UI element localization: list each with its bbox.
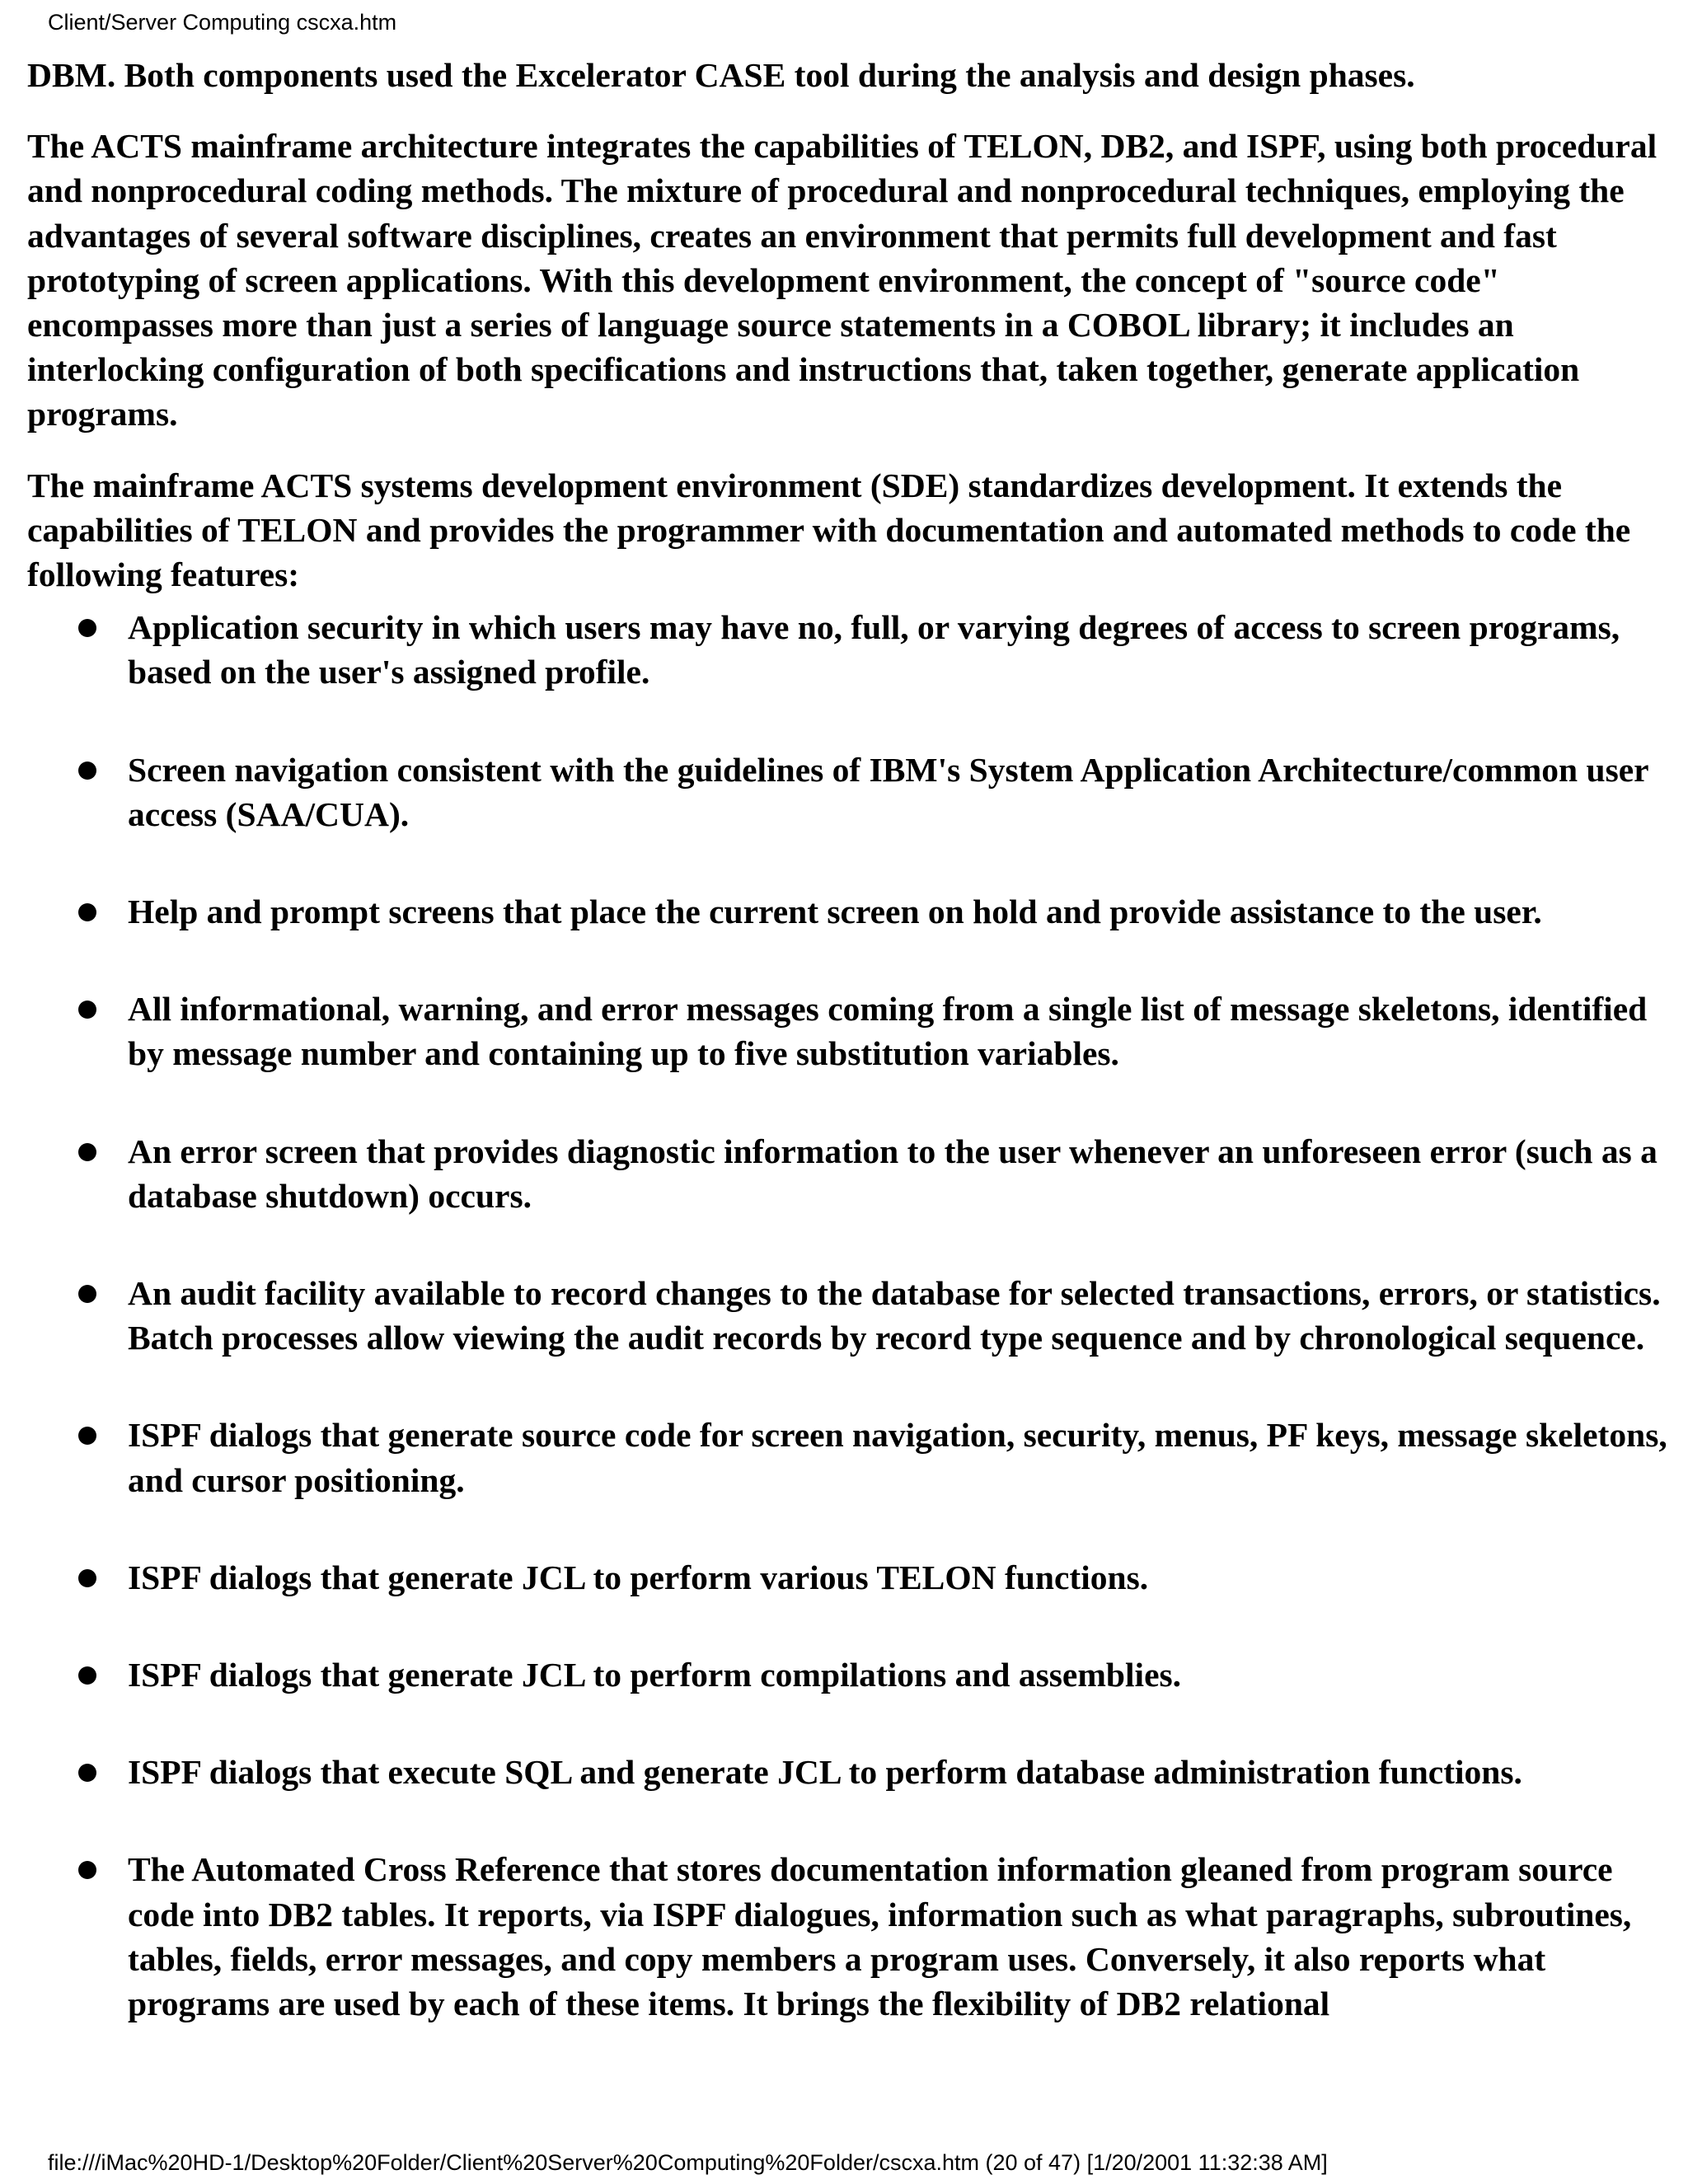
list-item: [27, 1847, 1667, 2026]
list-item: [27, 1750, 1667, 1794]
list-item-text: ISPF dialogs that generate source code for screen navigation, security, menus, PF keys, message skeletons, and cursor positioning.: [128, 1416, 1667, 1499]
list-item: [27, 1652, 1667, 1697]
bullet-icon: [78, 1001, 96, 1019]
list-item: [27, 748, 1667, 837]
paragraph-architecture: The ACTS mainframe architecture integrates the capabilities of TELON, DB2, and ISPF, using both procedural and nonprocedural coding methods. The mixture of procedural and nonprocedural techniques, employing the advantages of several software disciplines, creates an environment that permits full development and fast prototyping of screen applications. With this development environment, the concept of "source code" encompasses more than just a series of language source statements in a COBOL library; it includes an interlocking configuration of both specifications and instructions that, taken together, generate application programs.: [27, 127, 1658, 434]
bullet-icon: [78, 1764, 96, 1782]
bullet-icon: [78, 1427, 96, 1445]
bullet-icon: [78, 762, 96, 780]
list-item-text: ISPF dialogs that generate JCL to perform compilations and assemblies.: [128, 1656, 1182, 1694]
list-item: [27, 987, 1667, 1076]
page-footer: file:///iMac%20HD-1/Desktop%20Folder/Client%20Server%20Computing%20Folder/cscxa.htm (20 of 47) [1/20/2001 11:32:38 AM]: [48, 2150, 1328, 2175]
list-item-text: An audit facility available to record changes to the database for selected transactions, errors, or statistics. Batch processes allow viewing the audit records by record type sequence and by chronological sequence.: [128, 1274, 1661, 1357]
list-item-text: The Automated Cross Reference that stores documentation information gleaned from program source code into DB2 tables. It reports, via ISPF dialogues, information such as what paragraphs, subroutines, tables, fields, error messages, and copy members a program uses. Conversely, it also reports what programs are used by each of these items. It brings the flexibility of DB2 relational: [128, 1850, 1632, 2023]
list-item: [27, 1413, 1667, 1502]
list-item-text: Help and prompt screens that place the current screen on hold and provide assistance to the user.: [128, 893, 1542, 931]
list-item-text: Screen navigation consistent with the guidelines of IBM's System Application Architecture/common user access (SAA/CUA).: [128, 750, 1648, 833]
paragraph-intro: DBM. Both components used the Excelerator CASE tool during the analysis and design phases.: [27, 56, 1415, 94]
bullet-icon: [78, 1861, 96, 1879]
list-item-text: Application security in which users may have no, full, or varying degrees of access to screen programs, based on the user's assigned profile.: [128, 608, 1620, 691]
list-item: [27, 1129, 1667, 1218]
bullet-icon: [78, 1569, 96, 1587]
bullet-icon: [78, 903, 96, 921]
page-header: Client/Server Computing cscxa.htm: [48, 10, 397, 35]
list-item-text: ISPF dialogs that execute SQL and generate JCL to perform database administration functions.: [128, 1753, 1522, 1792]
list-item: [27, 1555, 1667, 1600]
feature-list: [27, 605, 1667, 2026]
paragraph-sde: The mainframe ACTS systems development environment (SDE) standardizes development. It extends the capabilities of TELON and provides the programmer with documentation and automated methods to code the following features:: [27, 466, 1631, 594]
list-item: [27, 605, 1667, 694]
list-item: [27, 1271, 1667, 1360]
bullet-icon: [78, 1285, 96, 1303]
list-item-text: All informational, warning, and error messages coming from a single list of message skeletons, identified by message number and containing up to five substitution variables.: [128, 990, 1648, 1073]
list-item: [27, 889, 1667, 934]
bullet-icon: [78, 619, 96, 637]
bullet-icon: [78, 1666, 96, 1685]
bullet-icon: [78, 1143, 96, 1161]
document-body: [27, 53, 1667, 2026]
list-item-text: ISPF dialogs that generate JCL to perform various TELON functions.: [128, 1558, 1149, 1596]
list-item-text: An error screen that provides diagnostic information to the user whenever an unforeseen error (such as a database shutdown) occurs.: [128, 1132, 1658, 1215]
